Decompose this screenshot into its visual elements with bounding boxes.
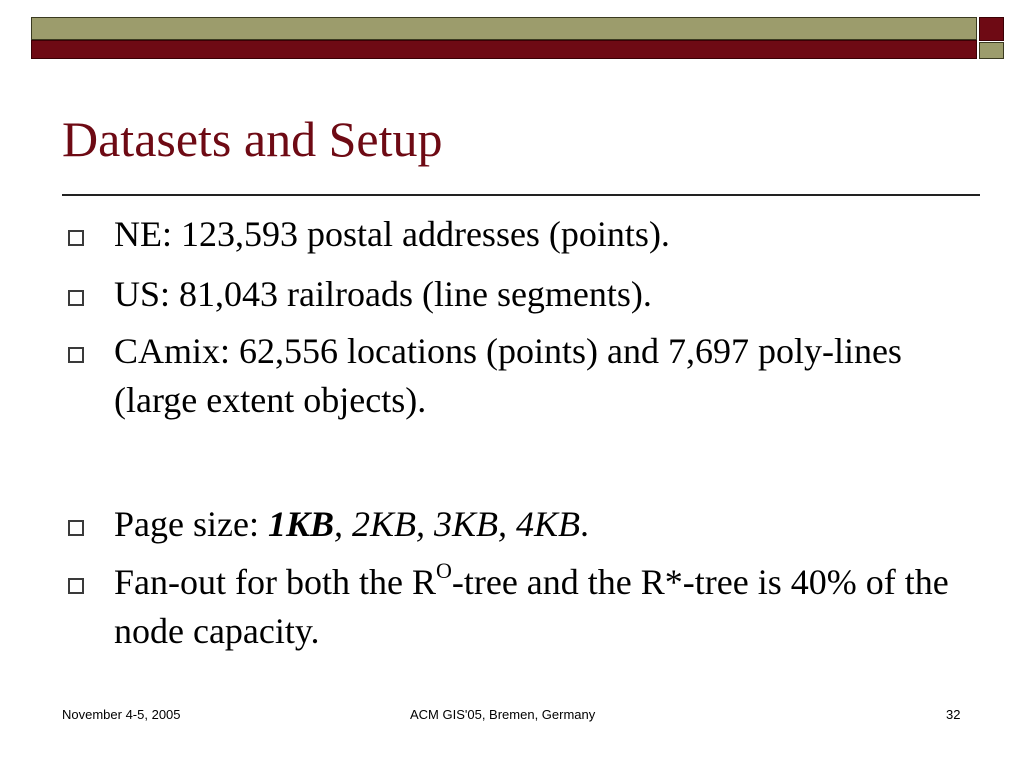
square-bullet-icon bbox=[68, 578, 84, 594]
square-bullet-icon bbox=[68, 230, 84, 246]
bullet-item bbox=[68, 210, 978, 259]
bullet-item bbox=[68, 500, 978, 549]
bullet-text-emphasis: 1KB bbox=[267, 504, 334, 544]
banner-maroon-bar bbox=[31, 40, 977, 59]
bullet-text-end: . bbox=[580, 504, 589, 544]
bullet-text: CAmix: 62,556 locations (points) and 7,697 poly-lines (large extent objects). bbox=[114, 331, 902, 420]
banner-olive-square bbox=[979, 42, 1004, 59]
banner-olive-bar bbox=[31, 17, 977, 40]
square-bullet-icon bbox=[68, 347, 84, 363]
bullet-list bbox=[68, 210, 978, 656]
footer-venue: ACM GIS'05, Bremen, Germany bbox=[410, 707, 596, 722]
slide-title: Datasets and Setup bbox=[62, 111, 443, 167]
bullet-text-part2: -tree and the R*-tree is 40% of the node capacity. bbox=[114, 562, 949, 651]
square-bullet-icon bbox=[68, 290, 84, 306]
footer-date: November 4-5, 2005 bbox=[62, 707, 181, 722]
bullet-text: US: 81,043 railroads (line segments). bbox=[114, 274, 652, 314]
bullet-text-prefix: Page size: bbox=[114, 504, 268, 544]
bullet-text: NE: 123,593 postal addresses (points). bbox=[114, 214, 670, 254]
title-divider bbox=[62, 194, 980, 196]
bullet-text-superscript: O bbox=[435, 558, 452, 583]
footer-page-number: 32 bbox=[946, 707, 961, 722]
bullet-item bbox=[68, 558, 978, 656]
square-bullet-icon bbox=[68, 520, 84, 536]
banner-maroon-square bbox=[979, 17, 1004, 41]
bullet-item bbox=[68, 327, 978, 425]
bullet-text-italic: , 2KB, 3KB, 4KB bbox=[333, 504, 580, 544]
bullet-item bbox=[68, 270, 978, 319]
bullet-text-part1: Fan-out for both the R bbox=[114, 562, 436, 602]
